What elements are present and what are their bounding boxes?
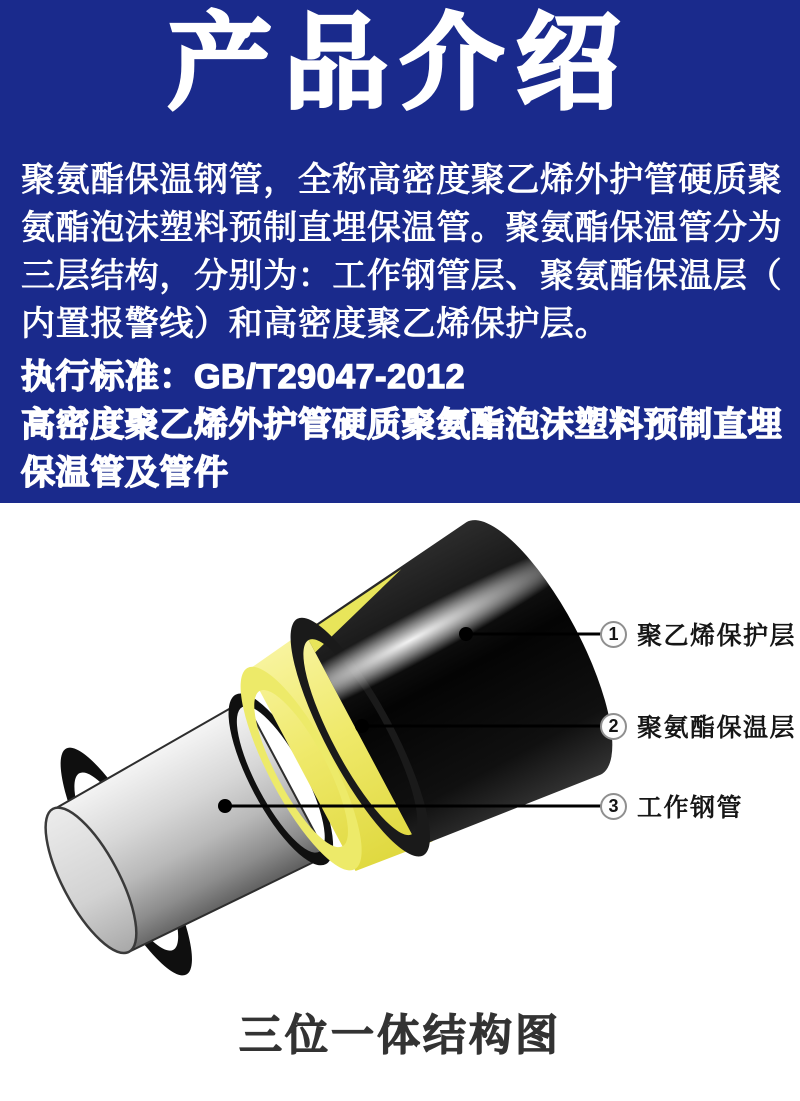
label-number-circle-1: 1 (600, 621, 627, 648)
layer-label-polyurethane: 聚氨酯保温层 (637, 714, 797, 742)
layer-label-row-3 (600, 791, 743, 821)
page-title: 产品介绍 (167, 6, 632, 122)
layer-label-row-1 (600, 619, 796, 649)
standard-name-line-1: 高密度聚乙烯外护管硬质聚氨酯泡沫塑料预制直埋 (21, 406, 783, 444)
intro-text-line-4: 内置报警线）和高密度聚乙烯保护层。 (21, 305, 610, 343)
standard-name-line-2: 保温管及管件 (21, 454, 229, 492)
intro-panel (0, 0, 800, 503)
layer-label-steel-pipe: 工作钢管 (637, 794, 744, 822)
pipe-group (1, 503, 703, 985)
figure-caption: 三位一体结构图 (239, 1012, 561, 1060)
leader-dot-2 (355, 719, 369, 733)
leader-dot-3 (218, 799, 232, 813)
pipe-structure-figure (0, 503, 800, 985)
standard-code-line: 执行标准：GB/T29047-2012 (21, 358, 466, 396)
intro-text-line-1: 聚氨酯保温钢管，全称高密度聚乙烯外护管硬质聚 (21, 161, 783, 199)
layer-label-row-2 (600, 711, 796, 741)
pipe-cutaway-illustration (0, 503, 800, 985)
intro-text-line-2: 氨酯泡沫塑料预制直埋保温管。聚氨酯保温管分为 (21, 209, 783, 247)
leader-dot-1 (459, 627, 473, 641)
intro-text-line-3: 三层结构，分别为：工作钢管层、聚氨酯保温层（ (21, 257, 783, 295)
label-number-circle-2: 2 (600, 713, 627, 740)
label-number-circle-3: 3 (600, 793, 627, 820)
layer-label-polyethylene: 聚乙烯保护层 (637, 622, 797, 650)
